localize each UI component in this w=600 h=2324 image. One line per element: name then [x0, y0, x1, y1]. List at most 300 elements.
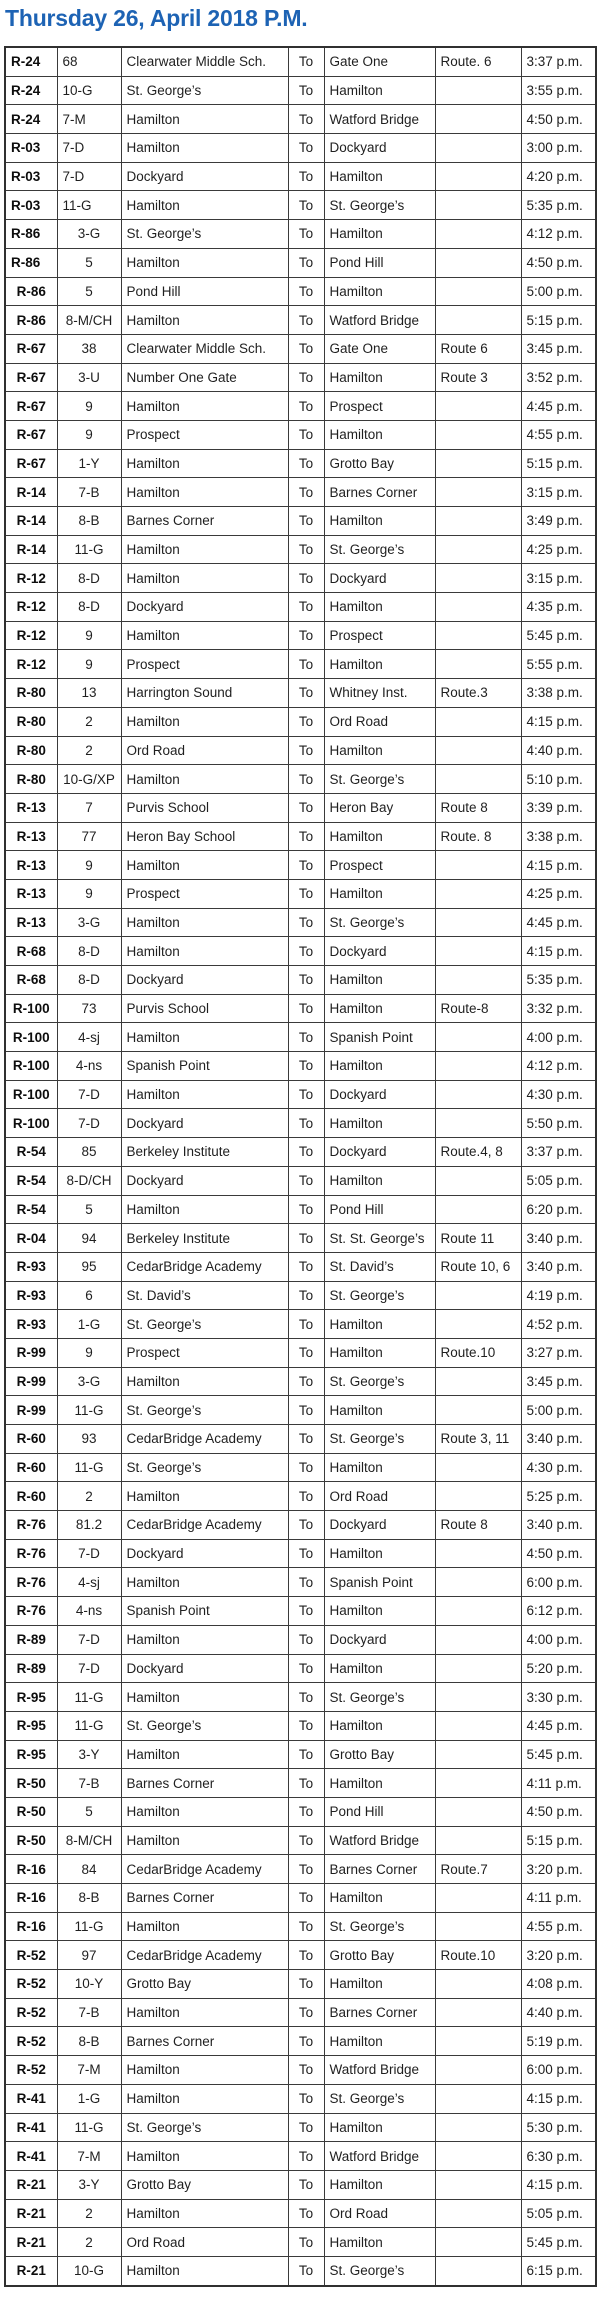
- destination-cell: Hamilton: [324, 277, 435, 306]
- time-cell: 4:50 p.m.: [521, 1797, 596, 1826]
- bus-number-cell: 10-G: [57, 76, 121, 105]
- table-row: [5, 793, 596, 822]
- bus-number-cell: 11-G: [57, 2113, 121, 2142]
- destination-cell: Hamilton: [324, 363, 435, 392]
- origin-cell: St. George’s: [121, 1310, 288, 1339]
- via-route-cell: [435, 449, 521, 478]
- table-row: [5, 105, 596, 134]
- to-cell: To: [288, 650, 324, 679]
- bus-number-cell: 8-B: [57, 1884, 121, 1913]
- destination-cell: Grotto Bay: [324, 449, 435, 478]
- table-row: [5, 1683, 596, 1712]
- table-row: [5, 564, 596, 593]
- bus-number-cell: 2: [57, 1482, 121, 1511]
- time-cell: 5:55 p.m.: [521, 650, 596, 679]
- destination-cell: St. George’s: [324, 1425, 435, 1454]
- table-row: [5, 162, 596, 191]
- to-cell: To: [288, 1511, 324, 1540]
- table-row: [5, 736, 596, 765]
- destination-cell: St. George’s: [324, 1683, 435, 1712]
- route-code-cell: R-16: [5, 1855, 57, 1884]
- to-cell: To: [288, 535, 324, 564]
- route-code-cell: R-52: [5, 2027, 57, 2056]
- table-row: [5, 1711, 596, 1740]
- via-route-cell: [435, 1109, 521, 1138]
- time-cell: 4:52 p.m.: [521, 1310, 596, 1339]
- bus-number-cell: 93: [57, 1425, 121, 1454]
- via-route-cell: [435, 1654, 521, 1683]
- to-cell: To: [288, 2256, 324, 2285]
- origin-cell: Grotto Bay: [121, 1970, 288, 1999]
- to-cell: To: [288, 1711, 324, 1740]
- origin-cell: Hamilton: [121, 2084, 288, 2113]
- origin-cell: Hamilton: [121, 2199, 288, 2228]
- destination-cell: Hamilton: [324, 2113, 435, 2142]
- via-route-cell: [435, 937, 521, 966]
- via-route-cell: [435, 134, 521, 163]
- time-cell: 4:45 p.m.: [521, 392, 596, 421]
- via-route-cell: Route 6: [435, 334, 521, 363]
- destination-cell: St. George’s: [324, 2084, 435, 2113]
- table-row: [5, 2142, 596, 2171]
- via-route-cell: [435, 1826, 521, 1855]
- origin-cell: Dockyard: [121, 1539, 288, 1568]
- destination-cell: Hamilton: [324, 1338, 435, 1367]
- bus-number-cell: 94: [57, 1224, 121, 1253]
- table-row: [5, 449, 596, 478]
- route-code-cell: R-86: [5, 277, 57, 306]
- origin-cell: Dockyard: [121, 1166, 288, 1195]
- bus-number-cell: 7-M: [57, 105, 121, 134]
- bus-number-cell: 1-G: [57, 2084, 121, 2113]
- origin-cell: Hamilton: [121, 908, 288, 937]
- route-code-cell: R-52: [5, 1941, 57, 1970]
- destination-cell: Barnes Corner: [324, 1855, 435, 1884]
- to-cell: To: [288, 191, 324, 220]
- destination-cell: Hamilton: [324, 966, 435, 995]
- via-route-cell: Route.7: [435, 1855, 521, 1884]
- destination-cell: Watford Bridge: [324, 2056, 435, 2085]
- time-cell: 4:30 p.m.: [521, 1453, 596, 1482]
- origin-cell: Hamilton: [121, 1568, 288, 1597]
- time-cell: 5:45 p.m.: [521, 2228, 596, 2257]
- via-route-cell: [435, 2113, 521, 2142]
- bus-number-cell: 7-B: [57, 478, 121, 507]
- destination-cell: Hamilton: [324, 1711, 435, 1740]
- table-row: [5, 679, 596, 708]
- origin-cell: Hamilton: [121, 478, 288, 507]
- to-cell: To: [288, 363, 324, 392]
- time-cell: 3:40 p.m.: [521, 1425, 596, 1454]
- origin-cell: Dockyard: [121, 1109, 288, 1138]
- via-route-cell: [435, 1482, 521, 1511]
- to-cell: To: [288, 47, 324, 76]
- destination-cell: Hamilton: [324, 1970, 435, 1999]
- via-route-cell: [435, 650, 521, 679]
- table-row: [5, 851, 596, 880]
- origin-cell: CedarBridge Academy: [121, 1252, 288, 1281]
- table-row: [5, 621, 596, 650]
- origin-cell: Hamilton: [121, 449, 288, 478]
- to-cell: To: [288, 105, 324, 134]
- via-route-cell: [435, 851, 521, 880]
- bus-number-cell: 9: [57, 420, 121, 449]
- route-code-cell: R-89: [5, 1625, 57, 1654]
- to-cell: To: [288, 1826, 324, 1855]
- bus-number-cell: 9: [57, 879, 121, 908]
- time-cell: 5:20 p.m.: [521, 1654, 596, 1683]
- table-row: [5, 1970, 596, 1999]
- bus-number-cell: 7-M: [57, 2056, 121, 2085]
- origin-cell: Dockyard: [121, 593, 288, 622]
- table-row: [5, 2113, 596, 2142]
- table-row: [5, 1425, 596, 1454]
- via-route-cell: Route 10, 6: [435, 1252, 521, 1281]
- route-code-cell: R-54: [5, 1166, 57, 1195]
- via-route-cell: [435, 1683, 521, 1712]
- destination-cell: Hamilton: [324, 1654, 435, 1683]
- origin-cell: Hamilton: [121, 134, 288, 163]
- via-route-cell: Route-8: [435, 994, 521, 1023]
- bus-number-cell: 1-Y: [57, 449, 121, 478]
- via-route-cell: [435, 1052, 521, 1081]
- origin-cell: Purvis School: [121, 793, 288, 822]
- bus-number-cell: 11-G: [57, 1453, 121, 1482]
- bus-number-cell: 85: [57, 1138, 121, 1167]
- table-row: [5, 1740, 596, 1769]
- via-route-cell: [435, 191, 521, 220]
- destination-cell: Hamilton: [324, 1884, 435, 1913]
- route-code-cell: R-76: [5, 1539, 57, 1568]
- via-route-cell: [435, 420, 521, 449]
- origin-cell: Barnes Corner: [121, 2027, 288, 2056]
- to-cell: To: [288, 1080, 324, 1109]
- table-row: [5, 822, 596, 851]
- table-row: [5, 220, 596, 249]
- table-row: [5, 1138, 596, 1167]
- bus-number-cell: 8-B: [57, 507, 121, 536]
- via-route-cell: [435, 2142, 521, 2171]
- time-cell: 3:49 p.m.: [521, 507, 596, 536]
- destination-cell: Dockyard: [324, 1511, 435, 1540]
- bus-number-cell: 7-D: [57, 1109, 121, 1138]
- origin-cell: Grotto Bay: [121, 2170, 288, 2199]
- route-code-cell: R-52: [5, 1998, 57, 2027]
- destination-cell: St. George’s: [324, 1367, 435, 1396]
- route-code-cell: R-60: [5, 1425, 57, 1454]
- origin-cell: CedarBridge Academy: [121, 1511, 288, 1540]
- table-row: [5, 1080, 596, 1109]
- route-code-cell: R-89: [5, 1654, 57, 1683]
- route-code-cell: R-54: [5, 1195, 57, 1224]
- to-cell: To: [288, 248, 324, 277]
- route-code-cell: R-93: [5, 1310, 57, 1339]
- bus-number-cell: 7-D: [57, 162, 121, 191]
- table-row: [5, 334, 596, 363]
- table-row: [5, 478, 596, 507]
- destination-cell: St. George’s: [324, 765, 435, 794]
- via-route-cell: Route 8: [435, 1511, 521, 1540]
- bus-number-cell: 2: [57, 2228, 121, 2257]
- route-code-cell: R-13: [5, 793, 57, 822]
- via-route-cell: [435, 1310, 521, 1339]
- bus-number-cell: 9: [57, 1338, 121, 1367]
- table-row: [5, 1052, 596, 1081]
- origin-cell: Hamilton: [121, 1080, 288, 1109]
- via-route-cell: [435, 1597, 521, 1626]
- destination-cell: Hamilton: [324, 879, 435, 908]
- destination-cell: Dockyard: [324, 564, 435, 593]
- destination-cell: Hamilton: [324, 220, 435, 249]
- to-cell: To: [288, 1769, 324, 1798]
- via-route-cell: [435, 1396, 521, 1425]
- origin-cell: Number One Gate: [121, 363, 288, 392]
- table-row: [5, 191, 596, 220]
- origin-cell: Barnes Corner: [121, 507, 288, 536]
- origin-cell: Hamilton: [121, 2056, 288, 2085]
- time-cell: 5:50 p.m.: [521, 1109, 596, 1138]
- to-cell: To: [288, 1195, 324, 1224]
- via-route-cell: [435, 908, 521, 937]
- bus-number-cell: 10-G: [57, 2256, 121, 2285]
- destination-cell: St. George’s: [324, 1281, 435, 1310]
- to-cell: To: [288, 1568, 324, 1597]
- route-code-cell: R-80: [5, 736, 57, 765]
- to-cell: To: [288, 2027, 324, 2056]
- destination-cell: Whitney Inst.: [324, 679, 435, 708]
- route-code-cell: R-16: [5, 1912, 57, 1941]
- to-cell: To: [288, 851, 324, 880]
- bus-number-cell: 8-M/CH: [57, 1826, 121, 1855]
- origin-cell: Prospect: [121, 420, 288, 449]
- origin-cell: St. George’s: [121, 220, 288, 249]
- destination-cell: Pond Hill: [324, 248, 435, 277]
- origin-cell: Hamilton: [121, 105, 288, 134]
- origin-cell: Berkeley Institute: [121, 1138, 288, 1167]
- to-cell: To: [288, 1224, 324, 1253]
- to-cell: To: [288, 1941, 324, 1970]
- destination-cell: Pond Hill: [324, 1797, 435, 1826]
- via-route-cell: [435, 248, 521, 277]
- time-cell: 4:00 p.m.: [521, 1023, 596, 1052]
- time-cell: 4:30 p.m.: [521, 1080, 596, 1109]
- origin-cell: Spanish Point: [121, 1597, 288, 1626]
- bus-number-cell: 7-M: [57, 2142, 121, 2171]
- bus-number-cell: 7-D: [57, 1080, 121, 1109]
- origin-cell: Dockyard: [121, 162, 288, 191]
- bus-number-cell: 8-D: [57, 593, 121, 622]
- to-cell: To: [288, 2113, 324, 2142]
- route-code-cell: R-76: [5, 1568, 57, 1597]
- via-route-cell: [435, 564, 521, 593]
- route-code-cell: R-24: [5, 105, 57, 134]
- bus-number-cell: 4-ns: [57, 1597, 121, 1626]
- bus-number-cell: 5: [57, 1195, 121, 1224]
- time-cell: 3:15 p.m.: [521, 564, 596, 593]
- route-code-cell: R-50: [5, 1797, 57, 1826]
- table-row: [5, 1912, 596, 1941]
- via-route-cell: Route.3: [435, 679, 521, 708]
- table-row: [5, 1224, 596, 1253]
- time-cell: 6:20 p.m.: [521, 1195, 596, 1224]
- route-code-cell: R-80: [5, 765, 57, 794]
- time-cell: 4:45 p.m.: [521, 1711, 596, 1740]
- bus-number-cell: 2: [57, 736, 121, 765]
- time-cell: 5:45 p.m.: [521, 621, 596, 650]
- bus-number-cell: 3-Y: [57, 1740, 121, 1769]
- destination-cell: Hamilton: [324, 507, 435, 536]
- via-route-cell: [435, 535, 521, 564]
- destination-cell: Hamilton: [324, 1453, 435, 1482]
- route-code-cell: R-03: [5, 162, 57, 191]
- time-cell: 3:20 p.m.: [521, 1855, 596, 1884]
- destination-cell: Watford Bridge: [324, 105, 435, 134]
- table-row: [5, 1654, 596, 1683]
- table-row: [5, 1539, 596, 1568]
- route-code-cell: R-100: [5, 1052, 57, 1081]
- origin-cell: Harrington Sound: [121, 679, 288, 708]
- destination-cell: St. St. George’s: [324, 1224, 435, 1253]
- destination-cell: Watford Bridge: [324, 306, 435, 335]
- time-cell: 5:05 p.m.: [521, 2199, 596, 2228]
- to-cell: To: [288, 1109, 324, 1138]
- origin-cell: Heron Bay School: [121, 822, 288, 851]
- to-cell: To: [288, 593, 324, 622]
- bus-number-cell: 9: [57, 851, 121, 880]
- time-cell: 3:45 p.m.: [521, 1367, 596, 1396]
- destination-cell: Hamilton: [324, 822, 435, 851]
- origin-cell: Hamilton: [121, 765, 288, 794]
- origin-cell: Hamilton: [121, 1023, 288, 1052]
- table-row: [5, 1597, 596, 1626]
- via-route-cell: Route. 8: [435, 822, 521, 851]
- route-code-cell: R-68: [5, 966, 57, 995]
- to-cell: To: [288, 1740, 324, 1769]
- to-cell: To: [288, 306, 324, 335]
- destination-cell: Ord Road: [324, 707, 435, 736]
- destination-cell: Watford Bridge: [324, 1826, 435, 1855]
- destination-cell: St. George’s: [324, 535, 435, 564]
- to-cell: To: [288, 1482, 324, 1511]
- destination-cell: Barnes Corner: [324, 478, 435, 507]
- route-code-cell: R-67: [5, 420, 57, 449]
- route-code-cell: R-100: [5, 1080, 57, 1109]
- time-cell: 5:45 p.m.: [521, 1740, 596, 1769]
- destination-cell: Grotto Bay: [324, 1740, 435, 1769]
- to-cell: To: [288, 879, 324, 908]
- via-route-cell: [435, 736, 521, 765]
- route-code-cell: R-76: [5, 1511, 57, 1540]
- time-cell: 3:40 p.m.: [521, 1511, 596, 1540]
- destination-cell: Prospect: [324, 851, 435, 880]
- table-row: [5, 76, 596, 105]
- table-row: [5, 1855, 596, 1884]
- bus-number-cell: 7-D: [57, 1625, 121, 1654]
- via-route-cell: [435, 2170, 521, 2199]
- route-code-cell: R-12: [5, 650, 57, 679]
- time-cell: 3:15 p.m.: [521, 478, 596, 507]
- via-route-cell: [435, 1080, 521, 1109]
- table-row: [5, 650, 596, 679]
- bus-number-cell: 3-G: [57, 908, 121, 937]
- table-row: [5, 707, 596, 736]
- bus-number-cell: 3-Y: [57, 2170, 121, 2199]
- table-row: [5, 1166, 596, 1195]
- via-route-cell: [435, 1281, 521, 1310]
- via-route-cell: Route 8: [435, 793, 521, 822]
- via-route-cell: [435, 1539, 521, 1568]
- time-cell: 6:12 p.m.: [521, 1597, 596, 1626]
- to-cell: To: [288, 1539, 324, 1568]
- to-cell: To: [288, 1367, 324, 1396]
- origin-cell: St. David’s: [121, 1281, 288, 1310]
- destination-cell: Prospect: [324, 392, 435, 421]
- table-row: [5, 1023, 596, 1052]
- bus-number-cell: 6: [57, 1281, 121, 1310]
- via-route-cell: [435, 621, 521, 650]
- time-cell: 4:40 p.m.: [521, 736, 596, 765]
- destination-cell: Gate One: [324, 47, 435, 76]
- table-row: [5, 1109, 596, 1138]
- time-cell: 4:11 p.m.: [521, 1769, 596, 1798]
- destination-cell: Hamilton: [324, 736, 435, 765]
- table-row: [5, 47, 596, 76]
- bus-number-cell: 7-D: [57, 1539, 121, 1568]
- time-cell: 4:15 p.m.: [521, 707, 596, 736]
- to-cell: To: [288, 1052, 324, 1081]
- destination-cell: Hamilton: [324, 2170, 435, 2199]
- route-code-cell: R-60: [5, 1482, 57, 1511]
- destination-cell: Dockyard: [324, 134, 435, 163]
- table-row: [5, 879, 596, 908]
- via-route-cell: [435, 1970, 521, 1999]
- destination-cell: Hamilton: [324, 650, 435, 679]
- bus-number-cell: 8-M/CH: [57, 306, 121, 335]
- destination-cell: St. George’s: [324, 1912, 435, 1941]
- destination-cell: Hamilton: [324, 1310, 435, 1339]
- time-cell: 4:35 p.m.: [521, 593, 596, 622]
- time-cell: 4:12 p.m.: [521, 1052, 596, 1081]
- to-cell: To: [288, 1166, 324, 1195]
- origin-cell: Prospect: [121, 879, 288, 908]
- route-code-cell: R-52: [5, 1970, 57, 1999]
- bus-number-cell: 2: [57, 707, 121, 736]
- table-row: [5, 2056, 596, 2085]
- origin-cell: CedarBridge Academy: [121, 1941, 288, 1970]
- via-route-cell: [435, 2084, 521, 2113]
- route-code-cell: R-95: [5, 1740, 57, 1769]
- table-row: [5, 593, 596, 622]
- bus-number-cell: 5: [57, 277, 121, 306]
- destination-cell: Hamilton: [324, 1166, 435, 1195]
- bus-number-cell: 7: [57, 793, 121, 822]
- via-route-cell: [435, 2256, 521, 2285]
- to-cell: To: [288, 1252, 324, 1281]
- to-cell: To: [288, 621, 324, 650]
- bus-number-cell: 11-G: [57, 1396, 121, 1425]
- bus-number-cell: 2: [57, 2199, 121, 2228]
- via-route-cell: [435, 1023, 521, 1052]
- via-route-cell: [435, 220, 521, 249]
- to-cell: To: [288, 822, 324, 851]
- origin-cell: Hamilton: [121, 306, 288, 335]
- to-cell: To: [288, 1998, 324, 2027]
- destination-cell: Spanish Point: [324, 1023, 435, 1052]
- origin-cell: Ord Road: [121, 2228, 288, 2257]
- origin-cell: Hamilton: [121, 564, 288, 593]
- time-cell: 4:19 p.m.: [521, 1281, 596, 1310]
- bus-number-cell: 5: [57, 248, 121, 277]
